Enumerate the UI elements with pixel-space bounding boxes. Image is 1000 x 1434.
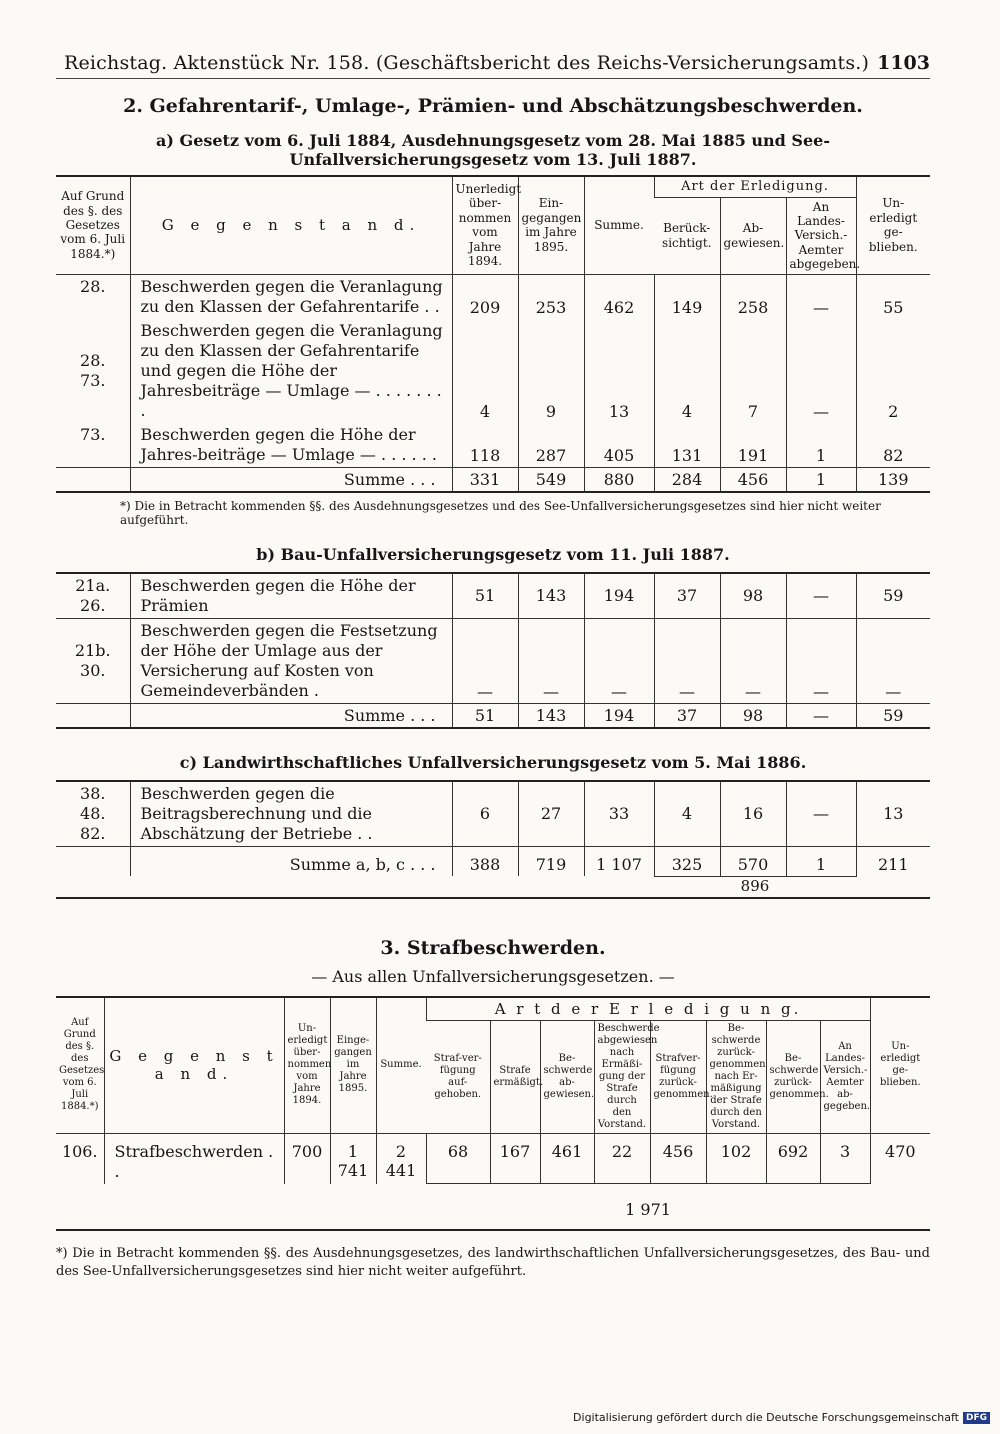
cell: 59 <box>856 573 930 619</box>
paragraph-ref: 21a. 26. <box>75 575 111 615</box>
digitization-notice <box>573 1411 990 1424</box>
sum-label: Summe . . . <box>130 467 452 492</box>
erledigt-total-row <box>56 1184 930 1230</box>
table-a <box>56 175 930 493</box>
table-row <box>56 573 930 619</box>
header-beruecksichtigt: Berück-sichtigt. <box>654 197 720 274</box>
cell: 7 <box>720 319 786 423</box>
row-description: Beschwerden gegen die Festsetzung der Höhe der Umlage aus der Versicherung auf Kosten von Gemeindeverbänden . <box>130 618 452 703</box>
section-3-heading: 3. Strafbeschwerden. <box>380 936 606 959</box>
sum-cell: 719 <box>518 846 584 876</box>
cell: 405 <box>584 423 654 468</box>
cell: 1 <box>786 423 856 468</box>
table-b <box>56 572 930 729</box>
header-eingegangen: Einge-gangen im Jahre 1895. <box>330 997 376 1134</box>
running-head <box>56 52 930 79</box>
header-unerledigt-uebernommen: Un-erledigt über-nommen vom Jahre 1894. <box>284 997 330 1134</box>
cell: 13 <box>856 781 930 847</box>
row-description: Beschwerden gegen die Veranlagung zu den Klassen der Gefahrentarife und gegen die Höhe der Jahresbeiträge — Umlage — . . . . . . . . <box>130 319 452 423</box>
cell: 149 <box>654 274 720 319</box>
dfg-logo: DFG <box>963 1412 990 1424</box>
subsection-a-heading: a) Gesetz vom 6. Juli 1884, Ausdehnungsgesetz vom 28. Mai 1885 und See-Unfallversicherungsgesetz vom 13. Juli 1887. <box>156 131 830 169</box>
cell: — <box>720 618 786 703</box>
footnote-3: *) Die in Betracht kommenden §§. des Ausdehnungsgesetzes, des landwirthschaftlichen Unfallversicherungsgesetzes, des Bau- und des See-Unfallversicherungsgesetzes sind hier nicht weiter aufgeführt. <box>56 1245 930 1279</box>
cell: 167 <box>490 1133 540 1184</box>
cell: 98 <box>720 573 786 619</box>
cell: — <box>786 319 856 423</box>
cell: 51 <box>452 573 518 619</box>
sum-cell: 139 <box>856 467 930 492</box>
table-row <box>56 274 930 319</box>
cell: 4 <box>654 781 720 847</box>
cell: 82 <box>856 423 930 468</box>
cell: 4 <box>452 319 518 423</box>
cell: — <box>654 618 720 703</box>
cell: — <box>584 618 654 703</box>
header-gegenstand: G e g e n s t a n d. <box>104 997 284 1134</box>
section-3-subtitle: — Aus allen Unfallversicherungsgesetzen. — <box>311 966 675 986</box>
cell: 194 <box>584 573 654 619</box>
sum-cell: 284 <box>654 467 720 492</box>
sum-cell: 325 <box>654 846 720 876</box>
header-summe: Summe. <box>584 176 654 274</box>
erledigt-total: 896 <box>654 876 856 898</box>
running-head-title: Reichstag. Aktenstück Nr. 158. (Geschäftsbericht des Reichs-Versicherungsamts.) <box>63 52 870 74</box>
cell: 22 <box>594 1133 650 1184</box>
sum-cell: — <box>786 703 856 728</box>
paragraph-ref: 38. 48. 82. <box>80 783 106 843</box>
digitization-text: Digitalisierung gefördert durch die Deutsche Forschungsgemeinschaft <box>573 1411 959 1424</box>
cell: 27 <box>518 781 584 847</box>
document-page <box>56 52 930 1281</box>
row-description: Beschwerden gegen die Beitragsberechnung und die Abschätzung der Betriebe . . <box>130 781 452 847</box>
cell: 143 <box>518 573 584 619</box>
cell: 33 <box>584 781 654 847</box>
cell: 131 <box>654 423 720 468</box>
header-gegenstand: G e g e n s t a n d. <box>130 176 452 274</box>
cell: 118 <box>452 423 518 468</box>
sum-label: Summe a, b, c . . . <box>130 846 452 876</box>
table-row <box>56 618 930 703</box>
subsection-c-heading: c) Landwirthschaftliches Unfallversicherungsgesetz vom 5. Mai 1886. <box>179 752 807 772</box>
erledigt-total: 1 971 <box>426 1184 870 1230</box>
sum-cell: 549 <box>518 467 584 492</box>
header-eingegangen: Ein-gegangen im Jahre 1895. <box>518 176 584 274</box>
sum-cell: 880 <box>584 467 654 492</box>
page-number: 1103 <box>877 52 930 74</box>
header-unerledigt-geblieben: Un-erledigt ge-blieben. <box>870 997 930 1134</box>
header-strafverfuegung-zurueckgenommen: Strafver-fügung zurück-genommen. <box>650 1020 706 1133</box>
cell: — <box>786 573 856 619</box>
paragraph-ref: 73. <box>80 424 106 444</box>
cell: 2 <box>856 319 930 423</box>
header-art-der-erledigung: Art der Erledigung. <box>654 176 856 197</box>
header-auf-grund: Auf Grund des §. des Gesetzes vom 6. Juli 1884.*) <box>56 997 104 1134</box>
table-row <box>56 781 930 847</box>
sum-cell: 98 <box>720 703 786 728</box>
cell: — <box>856 618 930 703</box>
header-zurueckgenommen-nach-ermaessigung: Be-schwerde zurück-genommen nach Er-mäßigung der Strafe durch den Vorstand. <box>706 1020 766 1133</box>
cell: — <box>452 618 518 703</box>
sum-cell: 143 <box>518 703 584 728</box>
header-auf-grund: Auf Grund des §. des Gesetzes vom 6. Juli 1884.*) <box>56 176 130 274</box>
cell: 55 <box>856 274 930 319</box>
cell: 3 <box>820 1133 870 1184</box>
table-row <box>56 319 930 423</box>
footnote-a: *) Die in Betracht kommenden §§. des Ausdehnungsgesetzes und des See-Unfallversicherungsgesetzes sind hier nicht weiter aufgeführt. <box>120 498 881 527</box>
row-description: Beschwerden gegen die Höhe der Jahres-beiträge — Umlage — . . . . . . <box>130 423 452 468</box>
header-landes-aemter: An Landes-Versich.-Aemter ab-gegeben. <box>820 1020 870 1133</box>
cell: 456 <box>650 1133 706 1184</box>
cell: 16 <box>720 781 786 847</box>
sum-cell: 1 <box>786 467 856 492</box>
cell: 1 741 <box>330 1133 376 1184</box>
table-row <box>56 423 930 468</box>
cell: 209 <box>452 274 518 319</box>
cell: 37 <box>654 573 720 619</box>
sum-cell: 194 <box>584 703 654 728</box>
header-strafe-ermaessigt: Strafe ermäßigt. <box>490 1020 540 1133</box>
table-c <box>56 780 930 899</box>
table-row <box>56 1133 930 1184</box>
header-unerledigt-uebernommen: Unerledigt über-nommen vom Jahre 1894. <box>452 176 518 274</box>
header-summe: Summe. <box>376 997 426 1134</box>
header-beschwerde-zurueckgenommen: Be-schwerde zurück-genommen. <box>766 1020 820 1133</box>
sum-cell: 37 <box>654 703 720 728</box>
row-description: Strafbeschwerden . . <box>104 1133 284 1184</box>
row-description: Beschwerden gegen die Höhe der Prämien <box>130 573 452 619</box>
cell: 287 <box>518 423 584 468</box>
sum-cell: 51 <box>452 703 518 728</box>
cell: — <box>786 781 856 847</box>
cell: 700 <box>284 1133 330 1184</box>
sum-cell: 211 <box>856 846 930 876</box>
paragraph-ref: 28. <box>80 276 106 296</box>
cell: 258 <box>720 274 786 319</box>
sum-row <box>56 846 930 876</box>
sum-cell: 570 <box>720 846 786 876</box>
sum-label: Summe . . . <box>130 703 452 728</box>
sum-cell: 1 <box>786 846 856 876</box>
table-strafbeschwerden <box>56 996 930 1231</box>
header-abgewiesen-nach-ermaessigung: Beschwerde abgewiesen nach Ermäßi-gung der Strafe durch den Vorstand. <box>594 1020 650 1133</box>
cell: — <box>786 618 856 703</box>
cell: 9 <box>518 319 584 423</box>
cell: 6 <box>452 781 518 847</box>
cell: 253 <box>518 274 584 319</box>
cell: 461 <box>540 1133 594 1184</box>
cell: 470 <box>870 1133 930 1184</box>
sum-row <box>56 703 930 728</box>
cell: 68 <box>426 1133 490 1184</box>
row-description: Beschwerden gegen die Veranlagung zu den Klassen der Gefahrentarife . . <box>130 274 452 319</box>
cell: 4 <box>654 319 720 423</box>
cell: 462 <box>584 274 654 319</box>
paragraph-ref: 106. <box>61 1141 98 1161</box>
header-landes-aemter: An Landes-Versich.-Aemter abgegeben. <box>786 197 856 274</box>
cell: — <box>518 618 584 703</box>
header-abgewiesen: Ab-gewiesen. <box>720 197 786 274</box>
erledigt-total-row <box>56 876 930 898</box>
header-strafverfuegung-aufgehoben: Straf-ver-fügung auf-gehoben. <box>426 1020 490 1133</box>
sum-cell: 388 <box>452 846 518 876</box>
sum-cell: 331 <box>452 467 518 492</box>
section-2-heading: 2. Gefahrentarif-, Umlage-, Prämien- und Abschätzungsbeschwerden. <box>123 95 863 117</box>
header-unerledigt-geblieben: Un-erledigt ge-blieben. <box>856 176 930 274</box>
header-beschwerde-abgewiesen: Be-schwerde ab-gewiesen. <box>540 1020 594 1133</box>
paragraph-ref: 28. 73. <box>80 350 106 390</box>
subsection-b-heading: b) Bau-Unfallversicherungsgesetz vom 11. Juli 1887. <box>256 544 730 564</box>
sum-row <box>56 467 930 492</box>
cell: 692 <box>766 1133 820 1184</box>
cell: — <box>786 274 856 319</box>
cell: 2 441 <box>376 1133 426 1184</box>
cell: 13 <box>584 319 654 423</box>
paragraph-ref: 21b. 30. <box>74 640 111 680</box>
cell: 191 <box>720 423 786 468</box>
sum-cell: 456 <box>720 467 786 492</box>
cell: 102 <box>706 1133 766 1184</box>
header-art-der-erledigung: A r t d e r E r l e d i g u n g. <box>426 997 870 1021</box>
sum-cell: 1 107 <box>584 846 654 876</box>
sum-cell: 59 <box>856 703 930 728</box>
